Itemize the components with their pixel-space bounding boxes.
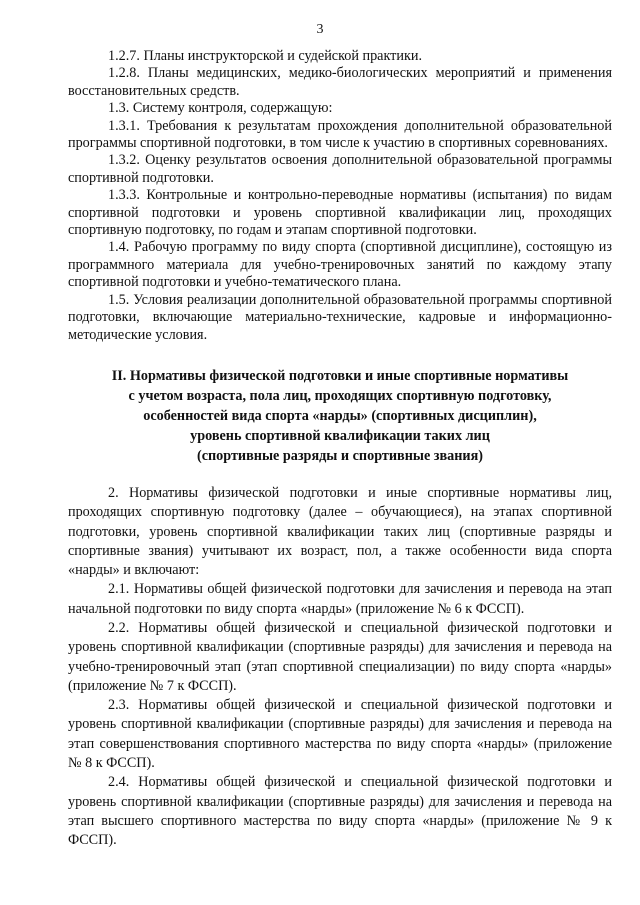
paragraph-2-4: 2.4. Нормативы общей физической и специальной физической подготовки и уровень спортивной квалификации (спортивные разряды) для зачисления и перевода на этап высшего спортивного мастерства по виду спорта «нарды» (приложение № 9 к ФССП). — [68, 774, 612, 849]
paragraph-1-2-7: 1.2.7. Планы инструкторской и судейской практики. — [108, 48, 422, 64]
paragraph-1-2-8: 1.2.8. Планы медицинских, медико-биологических мероприятий и применения восстановительных средств. — [68, 65, 612, 99]
section-heading — [68, 366, 612, 466]
page-number: 3 — [316, 22, 324, 37]
heading-line-5: (спортивные разряды и спортивные звания) — [196, 447, 484, 464]
heading-line-2: с учетом возраста, пола лиц, проходящих спортивную подготовку, — [128, 387, 552, 404]
paragraph-1-3-3: 1.3.3. Контрольные и контрольно-переводные нормативы (испытания) по видам спортивной подготовки и уровень спортивной квалификации лиц, проходящих спортивную подготовку, по годам и этапам спортивной подготовки. — [68, 187, 612, 239]
paragraph-2-2: 2.2. Нормативы общей физической и специальной физической подготовки и уровень спортивной квалификации (спортивные разряды) для зачисления и перевода на учебно-тренировочный этап (этап спортивной специализации) по виду спорта «нарды» (приложение № 7 к ФССП). — [68, 619, 612, 694]
paragraph-1-5: 1.5. Условия реализации дополнительной образовательной программы спортивной подготовки, включающие материально-технические, кадровые и информационно-методические условия. — [68, 291, 612, 343]
paragraph-2-3: 2.3. Нормативы общей физической и специальной физической подготовки и уровень спортивной квалификации (спортивные разряды) для зачисления и перевода на этап совершенствования спортивного мастерства по виду спорта «нарды» (приложение № 8 к ФССП). — [68, 697, 612, 772]
paragraph-1-3-1: 1.3.1. Требования к результатам прохождения дополнительной образовательной программы спортивной подготовки, в том числе к участию в спортивных соревнованиях. — [68, 117, 612, 152]
paragraph-1-3-2: 1.3.2. Оценку результатов освоения дополнительной образовательной программы спортивной подготовки. — [68, 152, 612, 186]
heading-line-3: особенностей вида спорта «нарды» (спортивных дисциплин), — [143, 407, 537, 424]
heading-line-4: уровень спортивной квалификации таких лиц — [190, 427, 490, 444]
paragraph-2: 2. Нормативы физической подготовки и иные спортивные нормативы лиц, проходящих спортивную подготовку (далее – обучающиеся), на этапах спортивной подготовки, уровень спортивной квалификации таких лиц (спортивные разряды и спортивные звания) учитывают их возраст, пол, а также особенности вида спорта «нарды» и включают: — [68, 484, 612, 579]
heading-line-1: II. Нормативы физической подготовки и иные спортивные нормативы — [111, 367, 569, 384]
document-body — [68, 48, 612, 851]
paragraph-2-1: 2.1. Нормативы общей физической подготовки для зачисления и перевода на этап начальной подготовки по виду спорта «нарды» (приложение № 6 к ФССП). — [68, 581, 612, 617]
paragraph-1-3: 1.3. Систему контроля, содержащую: — [108, 100, 333, 117]
paragraph-1-4: 1.4. Рабочую программу по виду спорта (спортивной дисциплине), состоящую из программного материала для учебно-тренировочных занятий по каждому этапу спортивной подготовки и учебно-тематического плана. — [68, 239, 612, 291]
